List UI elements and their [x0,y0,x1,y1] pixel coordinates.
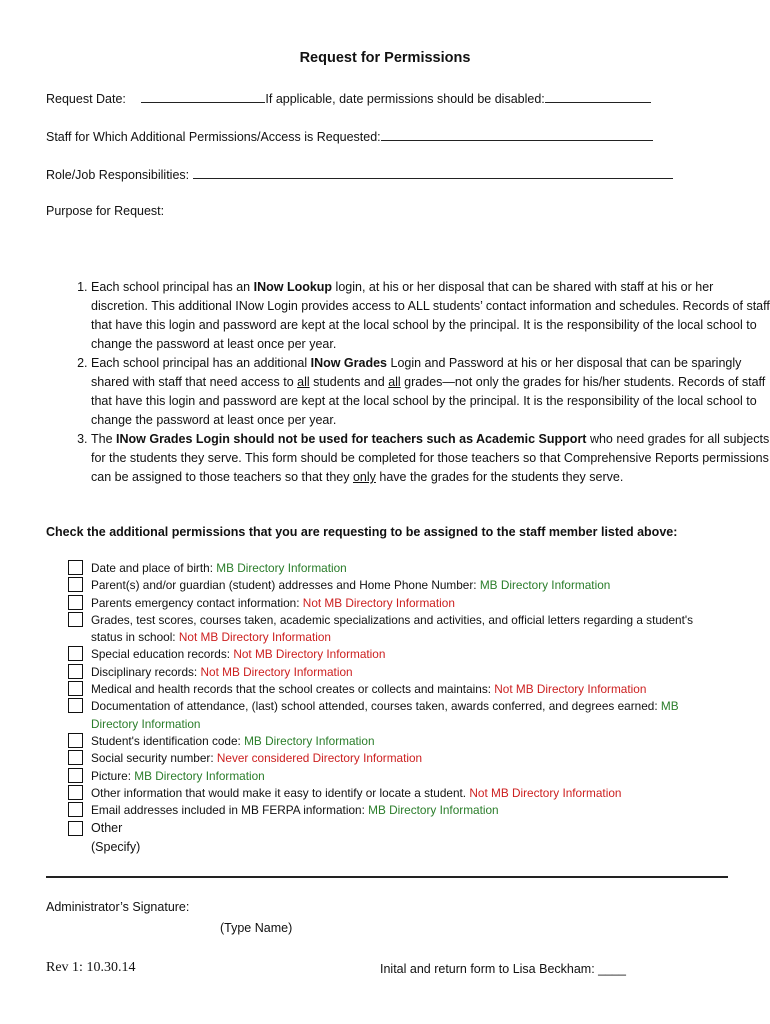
permission-status: MB Directory Information [479,578,611,593]
permission-checkbox[interactable] [68,560,83,575]
permission-checkbox[interactable] [68,612,83,627]
role-field[interactable] [193,166,673,179]
disabled-date-field[interactable] [545,90,651,103]
permission-checkbox[interactable] [68,577,83,592]
other-label: Other [91,821,123,836]
permission-label: Social security number: [91,751,217,766]
request-date-label: Request Date: [46,92,126,106]
type-name-label: (Type Name) [220,921,293,935]
role-label: Role/Job Responsibilities: [46,168,190,182]
permission-item [66,785,716,802]
permission-checkbox[interactable] [68,733,83,748]
permission-item [66,646,716,663]
check-heading: Check the additional permissions that you are requesting to be assigned to the staff member listed above: [46,525,678,539]
permission-status: MB Directory Information [216,561,347,575]
initial-return-label: Inital and return form to Lisa Beckham: ____ [380,962,626,976]
permission-item [66,681,716,698]
permission-item-other [66,819,716,857]
divider [46,876,728,878]
permission-status: Never considered Directory Information [216,751,423,766]
permission-item [66,612,716,647]
staff-field[interactable] [381,128,653,141]
rule-underline: all [388,375,401,389]
permission-label: Documentation of attendance, (last) school attended, courses taken, awards conferred, and degrees earned: [91,699,661,714]
purpose-row [46,204,164,218]
page-title: Request for Permissions [299,50,471,66]
permission-status: Not MB Directory Information [233,647,386,662]
permission-item [66,577,716,594]
staff-label: Staff for Which Additional Permissions/Access is Requested: [46,130,381,144]
permission-status: Not MB Directory Information [494,682,647,697]
rule-3 [91,430,770,487]
rule-text: who need grades for all subjects for the students they serve. This form should be completed for those teachers so that Comprehensive Reports permissions can be assigned to those teachers so that they [91,432,770,484]
request-date-row [46,90,651,106]
permission-label: Picture: [91,768,135,783]
rule-emphasis: INow Grades Login should not be used for teachers such as Academic Support [116,432,587,446]
permission-item [66,750,716,767]
permission-status: Not MB Directory Information [469,785,622,800]
permission-status: MB Directory Information [244,733,375,748]
rule-text: The [91,432,117,446]
permission-item [66,802,716,819]
permission-label: Student's identification code: [91,733,245,748]
permission-item [66,768,716,785]
permission-checkbox[interactable] [68,646,83,661]
permission-label: Date and place of birth: [91,561,217,575]
permission-label: Other information that would make it easy to identify or locate a student. [91,785,470,800]
permission-item [66,595,716,612]
permission-label: Medical and health records that the school creates or collects and maintains: [91,682,495,697]
permission-checkbox[interactable] [68,698,83,713]
permission-label: Parent(s) and/or guardian (student) addresses and Home Phone Number: [91,578,480,593]
permission-status: MB Directory Information [91,699,679,731]
permission-item [66,664,716,681]
permission-status: Not MB Directory Information [200,664,353,679]
permission-status: Not MB Directory Information [178,630,331,645]
permission-status: Not MB Directory Information [302,595,455,610]
rule-text: Login and Password at his or her disposal that can be sparingly shared with staff that need access to [91,356,742,389]
permission-item [66,560,716,577]
signature-label: Administrator’s Signature: [46,900,190,914]
disabled-date-label: If applicable, date permissions should be disabled: [265,92,545,106]
role-row [46,166,673,182]
rule-text: Each school principal has an additional [91,356,311,370]
permission-status: MB Directory Information [368,803,499,818]
permission-checkbox[interactable] [68,768,83,783]
permission-checkbox[interactable] [68,785,83,800]
revision-label: Rev 1: 10.30.14 [46,960,136,975]
permission-checkbox[interactable] [68,750,83,765]
other-specify-label: (Specify) [91,840,141,855]
rule-text: have the grades for the students they serve. [375,470,624,484]
permission-item [66,698,716,733]
rule-text: students and [309,375,389,389]
rule-text: Each school principal has an [91,280,254,294]
rule-text: grades—not only the grades for his/her students. Records of staff that have this login and password are kept at the local school by the principal. It is the responsibility of the local school to change the password at least once per year. [91,375,766,427]
staff-row [46,128,653,144]
permission-label: Special education records: [91,647,234,662]
rule-underline: all [297,375,310,389]
permission-label: Grades, test scores, courses taken, academic specializations and activities, and official letters regarding a student's status in school: [91,612,694,645]
permission-checkbox[interactable] [68,821,83,836]
purpose-label: Purpose for Request: [46,204,165,218]
permission-checkbox[interactable] [68,664,83,679]
rule-emphasis: INow Lookup [253,280,333,294]
rule-underline: only [352,470,376,484]
permission-status: MB Directory Information [134,768,265,783]
permissions-list [66,560,716,857]
permission-checkbox[interactable] [68,802,83,817]
permission-checkbox[interactable] [68,595,83,610]
rule-text: login, at his or her disposal that can be shared with staff at his or her discretion. This additional INow Login provides access to ALL students’ contact information and schedules. Records of staff that have this login and password are kept at the local school by the principal. It is the responsibility of the local school to change the password at least once per year. [91,280,770,351]
rules-list [46,278,770,487]
request-date-field[interactable] [141,90,265,103]
permission-item [66,733,716,750]
permission-label: Email addresses included in MB FERPA information: [91,803,369,818]
rule-2 [91,354,770,430]
permission-checkbox[interactable] [68,681,83,696]
rule-1 [91,278,770,354]
permission-label: Parents emergency contact information: [91,595,303,610]
permission-label: Disciplinary records: [91,664,201,679]
rule-emphasis: INow Grades [310,356,388,370]
